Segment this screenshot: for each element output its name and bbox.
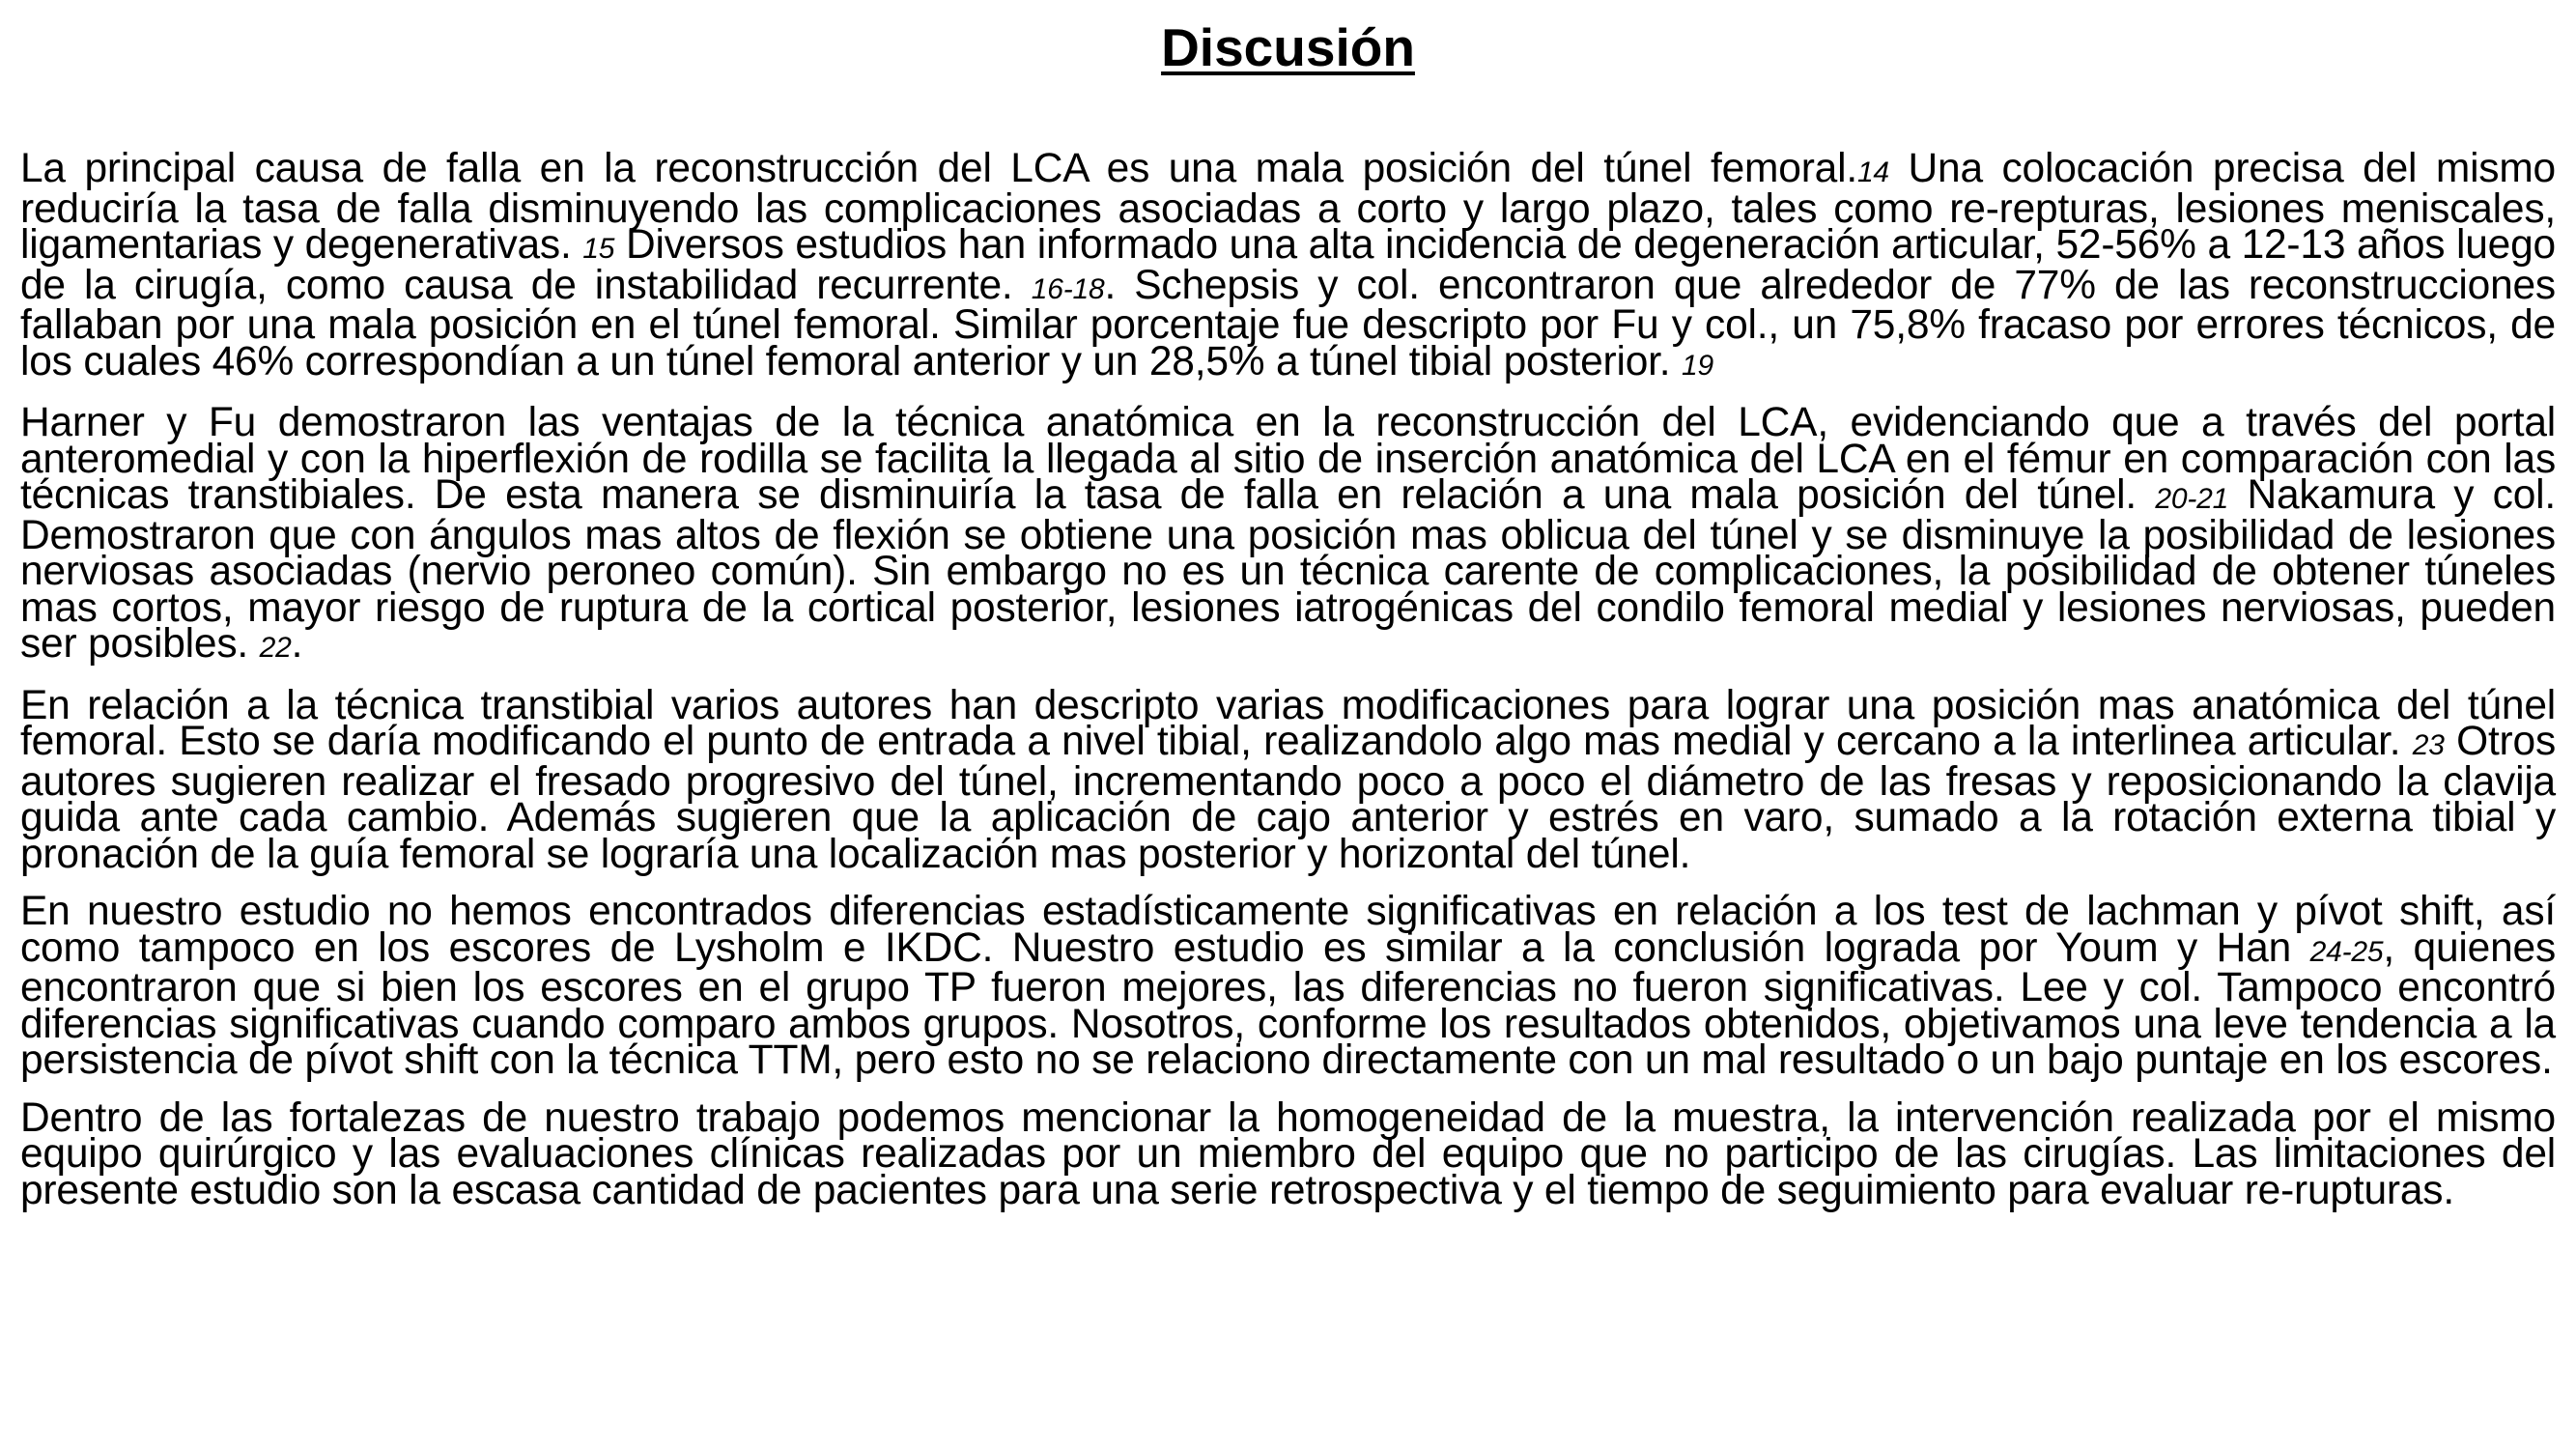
paragraph-3 <box>20 682 2556 877</box>
paragraph-text: Nakamura y col. Demostraron que con ángulos mas altos de flexión se obtiene una posición mas oblicua del túnel y se disminuye la posibilidad de lesiones nerviosas asociadas (nervio peroneo común). Sin embargo no es un técnica carente de complicaciones, la posibilidad de obtener túneles mas cortos, mayor riesgo de ruptura de la cortical posterior, lesiones iatrogénicas del condilo femoral medial y lesiones nerviosas, pueden ser posibles. <box>20 472 2556 667</box>
paragraph-5 <box>20 1094 2556 1213</box>
paragraph-text: Una colocación precisa del mismo reduciría la tasa de falla disminuyendo las complicaciones asociadas a corto y largo plazo, tales como re-repturas, lesiones meniscales, ligamentarias y degenerativas. <box>20 146 2556 268</box>
paragraph-text: Dentro de las fortalezas de nuestro trabajo podemos mencionar la homogeneidad de la muestra, la intervención realizada por el mismo equipo quirúrgico y las evaluaciones clínicas realizadas por un miembro del equipo que no participo de las cirugías. Las limitaciones del presente estudio son la escasa cantidad de pacientes para una serie retrospectiva y el tiempo de seguimiento para evaluar re-rupturas. <box>20 1094 2556 1213</box>
paragraph-text: Harner y Fu demostraron las ventajas de la técnica anatómica en la reconstrucción del LCA, evidenciando que a través del portal anteromedial y con la hiperflexión de rodilla se facilita la llegada al sitio de inserción anatómica del LCA en el fémur en comparación con las técnicas transtibiales. De esta manera se disminuiría la tasa de falla en relación a una mala posición del túnel. <box>20 400 2556 518</box>
paragraph-text: . Schepsis y col. encontraron que alrededor de 77% de las reconstrucciones fallaban por una mala posición en el túnel femoral. Similar porcentaje fue descripto por Fu y col., un 75,8% fracaso por errores técnicos, de los cuales 46% correspondían a un túnel femoral anterior y un 28,5% a túnel tibial posterior. <box>20 262 2556 384</box>
discussion-body <box>20 146 2556 1230</box>
citation-ref: 19 <box>1682 349 1713 382</box>
citation-ref: 22 <box>259 632 292 664</box>
paragraph-text: . <box>291 621 303 667</box>
paragraph-text: La principal causa de falla en la reconstrucción del LCA es una mala posición del túnel femoral. <box>20 146 1857 191</box>
paragraph-text: En nuestro estudio no hemos encontrados diferencias estadísticamente significativas en relación a los test de lachman y pívot shift, así como tampoco en los escores de Lysholm e IKDC. Nuestro estudio es similar a la conclusión lograda por Youm y Han <box>20 889 2556 971</box>
citation-ref: 14 <box>1856 156 1889 188</box>
citation-ref: 20-21 <box>2155 483 2229 515</box>
page-title: Discusión <box>1161 17 1415 77</box>
citation-ref: 16-18 <box>1031 272 1105 305</box>
paragraph-text: Diversos estudios han informado una alta incidencia de degeneración articular, 52-56% a 12-13 años luego de la cirugía, como causa de instabilidad recurrente. <box>20 222 2556 308</box>
paragraph-text: Otros autores sugieren realizar el fresado progresivo del túnel, incrementando poco a poco el diámetro de las fresas y reposicionando la clavija guida ante cada cambio. Además sugieren que la aplicación de cajo anterior y estrés en varo, sumado a la rotación externa tibial y pronación de la guía femoral se lograría una localización mas posterior y horizontal del túnel. <box>20 719 2556 877</box>
citation-ref: 24-25 <box>2309 935 2384 968</box>
citation-ref: 15 <box>582 233 615 265</box>
paragraph-4 <box>20 889 2556 1083</box>
paragraph-text: , quienes encontraron que si bien los escores en el grupo TP fueron mejores, las diferencias no fueron significativas. Lee y col. Tampoco encontró diferencias significativas cuando comparo ambos grupos. Nosotros, conforme los resultados obtenidos, objetivamos una leve tendencia a la persistencia de pívot shift con la técnica TTM, pero esto no se relaciono directamente con un mal resultado o un bajo puntaje en los escores. <box>20 924 2556 1083</box>
paragraph-1 <box>20 146 2556 384</box>
paragraph-2 <box>20 400 2556 667</box>
paragraph-text: En relación a la técnica transtibial varios autores han descripto varias modificaciones para lograr una posición mas anatómica del túnel femoral. Esto se daría modificando el punto de entrada a nivel tibial, realizandolo algo mas medial y cercano a la interlinea articular. <box>20 682 2556 764</box>
citation-ref: 23 <box>2412 729 2445 761</box>
